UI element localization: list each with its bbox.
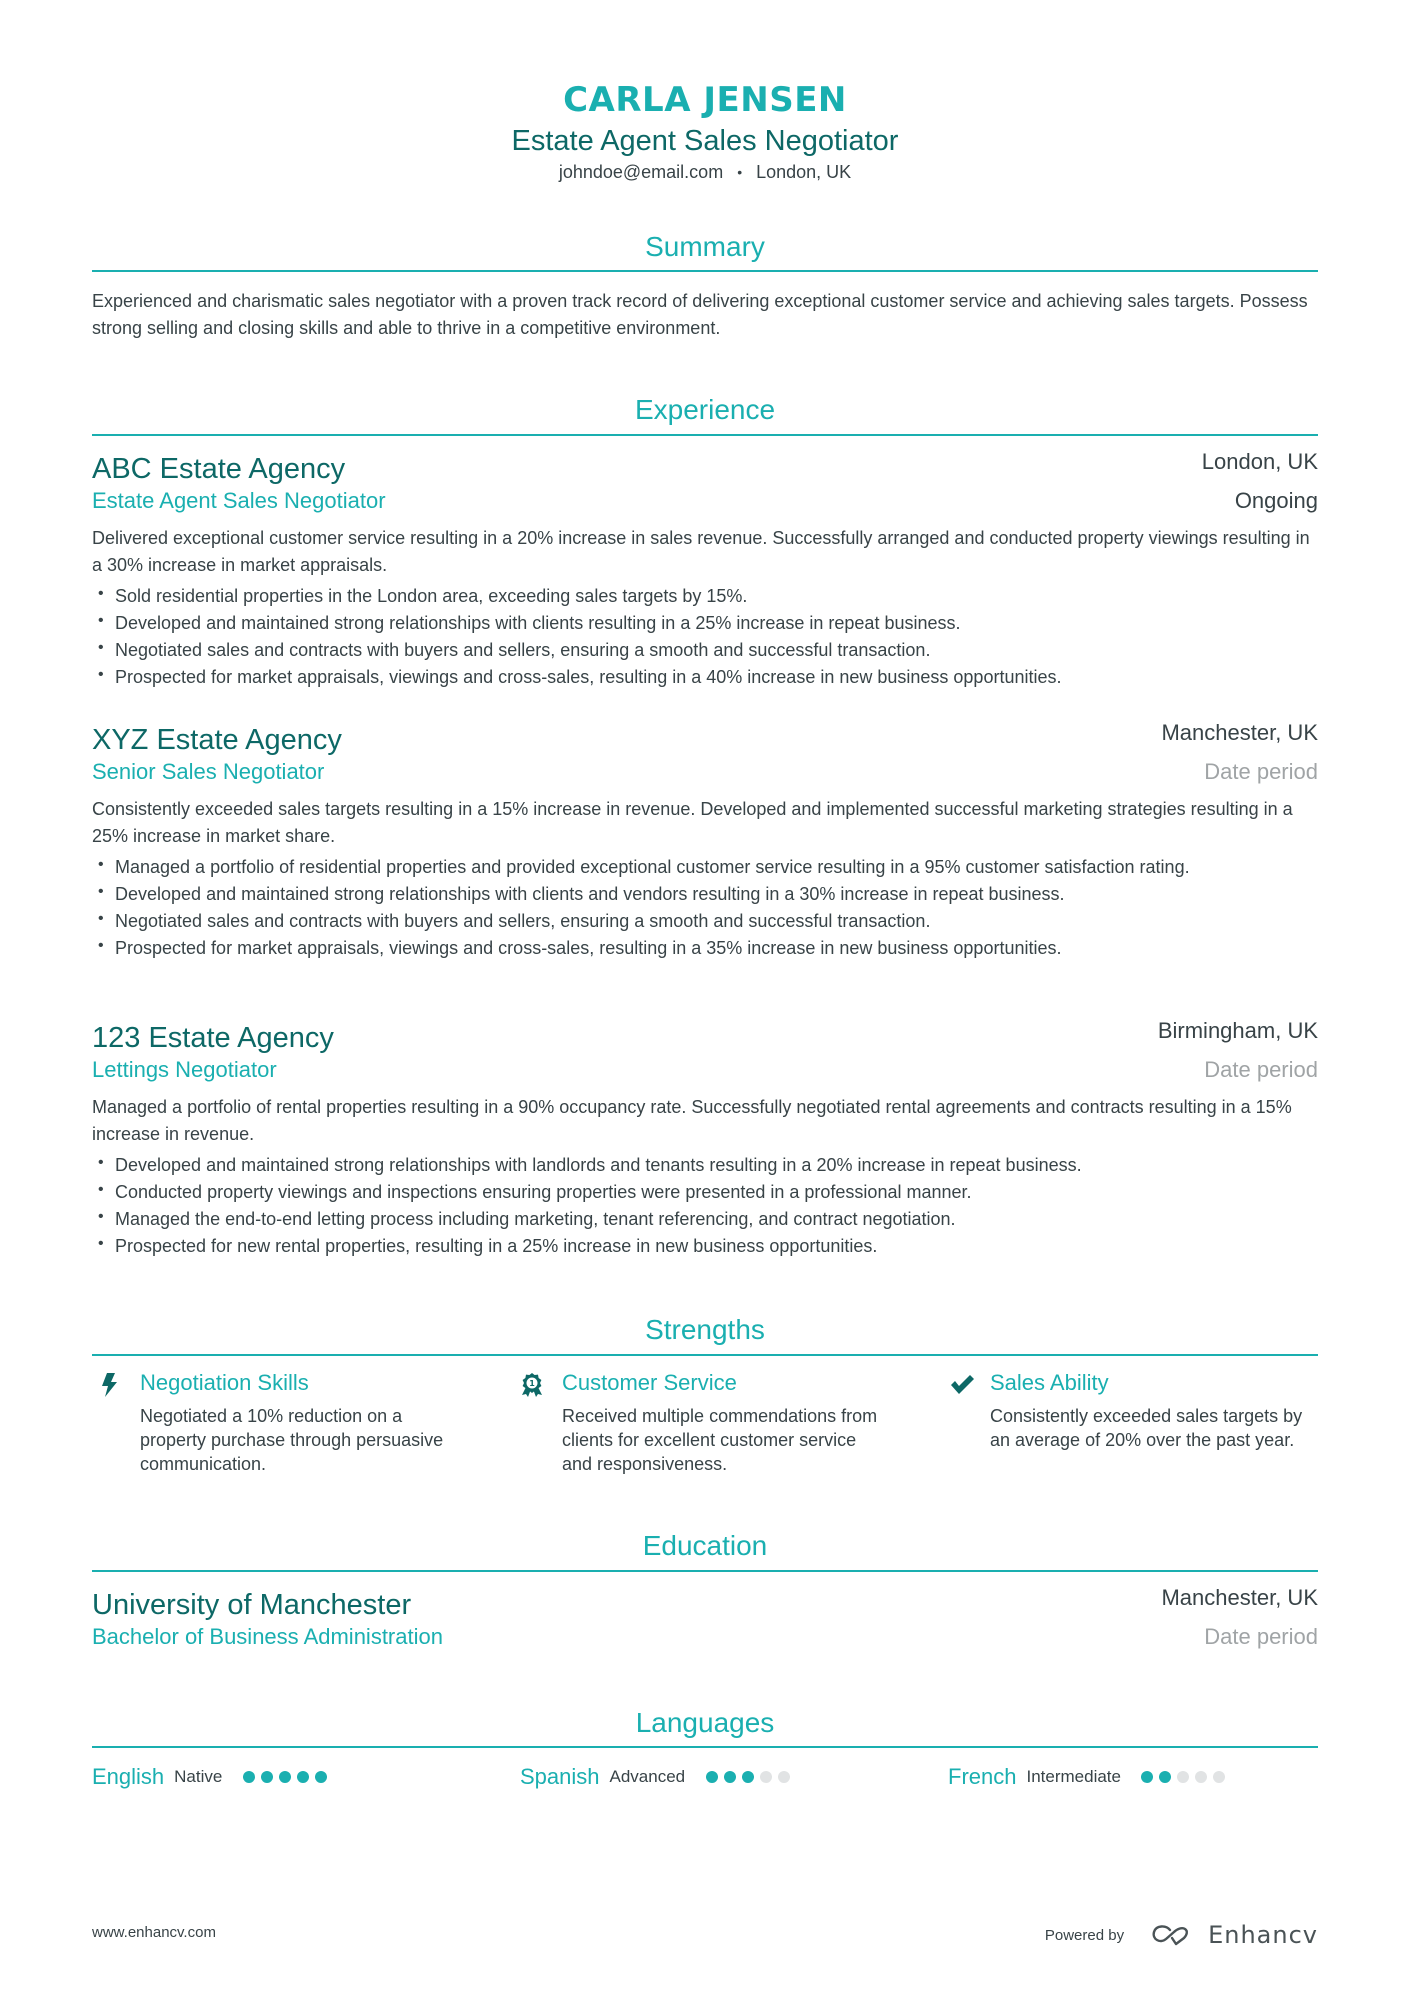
section-divider bbox=[92, 434, 1318, 436]
section-divider bbox=[92, 1354, 1318, 1356]
job-date: Date period bbox=[1204, 1057, 1318, 1082]
language-item bbox=[948, 1762, 1231, 1792]
strength-description: Negotiated a 10% reduction on a property purchase through persuasive communication. bbox=[140, 1406, 444, 1474]
rating-dot-filled bbox=[706, 1771, 718, 1783]
section-title-strengths: Strengths bbox=[645, 1314, 765, 1345]
job-role: Lettings Negotiator bbox=[92, 1057, 277, 1082]
summary-text: Experienced and charismatic sales negotiator with a proven track record of delivering exceptional customer service and achieving sales targets. Possess strong selling and closing skills and able to thrive in a competitive environment. bbox=[92, 291, 1308, 338]
job-bullets bbox=[92, 854, 1318, 962]
contact-separator: • bbox=[737, 164, 743, 180]
language-level: Advanced bbox=[609, 1767, 686, 1786]
job-bullet: • Managed a portfolio of residential properties and provided exceptional customer service resulting in a 95% customer satisfaction rating. bbox=[92, 854, 1318, 881]
email-link[interactable]: johndoe@email.com bbox=[558, 162, 724, 182]
award-ribbon-icon bbox=[520, 1372, 544, 1398]
job-location: London, UK bbox=[1201, 449, 1318, 474]
strength-title: Sales Ability bbox=[990, 1370, 1109, 1395]
degree: Bachelor of Business Administration bbox=[92, 1624, 443, 1649]
strength-description: Consistently exceeded sales targets by an average of 20% over the past year. bbox=[990, 1406, 1303, 1450]
job-bullets bbox=[92, 583, 1318, 691]
job-bullet: • Prospected for new rental properties, resulting in a 25% increase in new business opportunities. bbox=[92, 1233, 1318, 1260]
rating-dot-filled bbox=[243, 1771, 255, 1783]
header-location: London, UK bbox=[756, 162, 852, 182]
language-level: Intermediate bbox=[1026, 1767, 1121, 1786]
enhancv-brand: Enhancv bbox=[1208, 1921, 1318, 1949]
strength-title: Customer Service bbox=[562, 1370, 737, 1395]
edu-date: Date period bbox=[1204, 1624, 1318, 1649]
language-item bbox=[92, 1762, 333, 1792]
education-entry bbox=[92, 1587, 1318, 1657]
language-name: English bbox=[92, 1764, 165, 1789]
job-location: Manchester, UK bbox=[1161, 720, 1318, 745]
rating-dot-filled bbox=[1159, 1771, 1171, 1783]
enhancv-logo-icon bbox=[1150, 1923, 1196, 1947]
edu-header-row bbox=[92, 1587, 1318, 1622]
job-bullet: • Sold residential properties in the London area, exceeding sales targets by 15%. bbox=[92, 583, 1318, 610]
job-header-row bbox=[92, 722, 1318, 757]
rating-dot-filled bbox=[261, 1771, 273, 1783]
rating-dot-empty bbox=[1177, 1771, 1189, 1783]
experience-entry bbox=[92, 722, 1318, 962]
job-header-row bbox=[92, 451, 1318, 486]
job-bullet: • Prospected for market appraisals, viewings and cross-sales, resulting in a 40% increase in new business opportunities. bbox=[92, 664, 1318, 691]
school-location: Manchester, UK bbox=[1161, 1585, 1318, 1610]
languages-list bbox=[92, 1762, 1318, 1792]
company-name: XYZ Estate Agency bbox=[92, 724, 342, 756]
section-divider bbox=[92, 1570, 1318, 1572]
strength-description: Received multiple commendations from clients for excellent customer service and responsiveness. bbox=[562, 1406, 878, 1474]
language-item bbox=[520, 1762, 796, 1792]
job-bullet: • Negotiated sales and contracts with buyers and sellers, ensuring a smooth and successful transaction. bbox=[92, 908, 1318, 935]
edu-degree-row bbox=[92, 1622, 1318, 1657]
job-bullet: • Developed and maintained strong relationships with clients resulting in a 25% increase in repeat business. bbox=[92, 610, 1318, 637]
job-role-row bbox=[92, 486, 1318, 521]
school-name: University of Manchester bbox=[92, 1589, 412, 1621]
page-footer bbox=[92, 1920, 1318, 1950]
rating-dot-filled bbox=[724, 1771, 736, 1783]
job-bullet: • Prospected for market appraisals, viewings and cross-sales, resulting in a 35% increase in new business opportunities. bbox=[92, 935, 1318, 962]
job-bullet: • Developed and maintained strong relationships with landlords and tenants resulting in a 20% increase in repeat business. bbox=[92, 1152, 1318, 1179]
job-description: Delivered exceptional customer service resulting in a 20% increase in sales revenue. Successfully arranged and conducted property viewings resulting in a 30% increase in market appraisals. bbox=[92, 528, 1310, 575]
section-title-education: Education bbox=[642, 1530, 768, 1561]
rating-dot-filled bbox=[1141, 1771, 1153, 1783]
rating-dot-empty bbox=[778, 1771, 790, 1783]
svg-text:1: 1 bbox=[529, 1379, 535, 1388]
candidate-name: CARLA JENSEN bbox=[563, 80, 847, 120]
experience-entry bbox=[92, 451, 1318, 691]
job-role-row bbox=[92, 757, 1318, 792]
section-divider bbox=[92, 1746, 1318, 1748]
resume-header bbox=[92, 80, 1318, 184]
job-header-row bbox=[92, 1020, 1318, 1055]
job-role-row bbox=[92, 1055, 1318, 1090]
rating-dot-filled bbox=[279, 1771, 291, 1783]
job-role: Estate Agent Sales Negotiator bbox=[92, 488, 386, 513]
rating-dot-empty bbox=[1213, 1771, 1225, 1783]
job-location: Birmingham, UK bbox=[1157, 1018, 1318, 1043]
job-role: Senior Sales Negotiator bbox=[92, 759, 325, 784]
resume-page bbox=[92, 0, 1318, 1995]
company-name: ABC Estate Agency bbox=[92, 453, 346, 485]
section-title-languages: Languages bbox=[635, 1707, 775, 1738]
strength-title: Negotiation Skills bbox=[140, 1370, 309, 1395]
company-name: 123 Estate Agency bbox=[92, 1022, 334, 1054]
language-rating bbox=[1141, 1768, 1231, 1786]
language-rating bbox=[706, 1768, 796, 1786]
lightning-bolt-icon bbox=[98, 1372, 122, 1398]
language-name: French bbox=[948, 1764, 1017, 1789]
powered-by-label: Powered by bbox=[1044, 1926, 1125, 1944]
job-bullet: • Developed and maintained strong relationships with clients and vendors resulting in a 30% increase in repeat business. bbox=[92, 881, 1318, 908]
job-date: Ongoing bbox=[1234, 488, 1318, 513]
section-divider bbox=[92, 270, 1318, 272]
language-rating bbox=[243, 1768, 333, 1786]
candidate-headline: Estate Agent Sales Negotiator bbox=[511, 125, 899, 157]
rating-dot-empty bbox=[760, 1771, 772, 1783]
job-bullet: • Negotiated sales and contracts with buyers and sellers, ensuring a smooth and successful transaction. bbox=[92, 637, 1318, 664]
checkmark-icon bbox=[948, 1372, 976, 1398]
section-title-summary: Summary bbox=[645, 231, 765, 262]
language-level: Native bbox=[174, 1767, 223, 1786]
experience-entry bbox=[92, 1020, 1318, 1260]
powered-by bbox=[1045, 1920, 1318, 1950]
rating-dot-empty bbox=[1195, 1771, 1207, 1783]
rating-dot-filled bbox=[315, 1771, 327, 1783]
job-description: Consistently exceeded sales targets resulting in a 15% increase in revenue. Developed and implemented successful marketing strategies resulting in a 25% increase in market share. bbox=[92, 799, 1293, 846]
job-bullet: • Managed the end-to-end letting process including marketing, tenant referencing, and contract negotiation. bbox=[92, 1206, 1318, 1233]
rating-dot-filled bbox=[742, 1771, 754, 1783]
section-title-experience: Experience bbox=[634, 394, 776, 425]
website-link[interactable]: www.enhancv.com bbox=[92, 1924, 216, 1941]
contact-line bbox=[92, 160, 1318, 184]
job-bullets bbox=[92, 1152, 1318, 1260]
job-description: Managed a portfolio of rental properties resulting in a 90% occupancy rate. Successfully negotiated rental agreements and contracts resulting in a 15% increase in revenue. bbox=[92, 1097, 1292, 1144]
language-name: Spanish bbox=[520, 1764, 600, 1789]
job-bullet: • Conducted property viewings and inspections ensuring properties were presented in a professional manner. bbox=[92, 1179, 1318, 1206]
rating-dot-filled bbox=[297, 1771, 309, 1783]
job-date: Date period bbox=[1204, 759, 1318, 784]
